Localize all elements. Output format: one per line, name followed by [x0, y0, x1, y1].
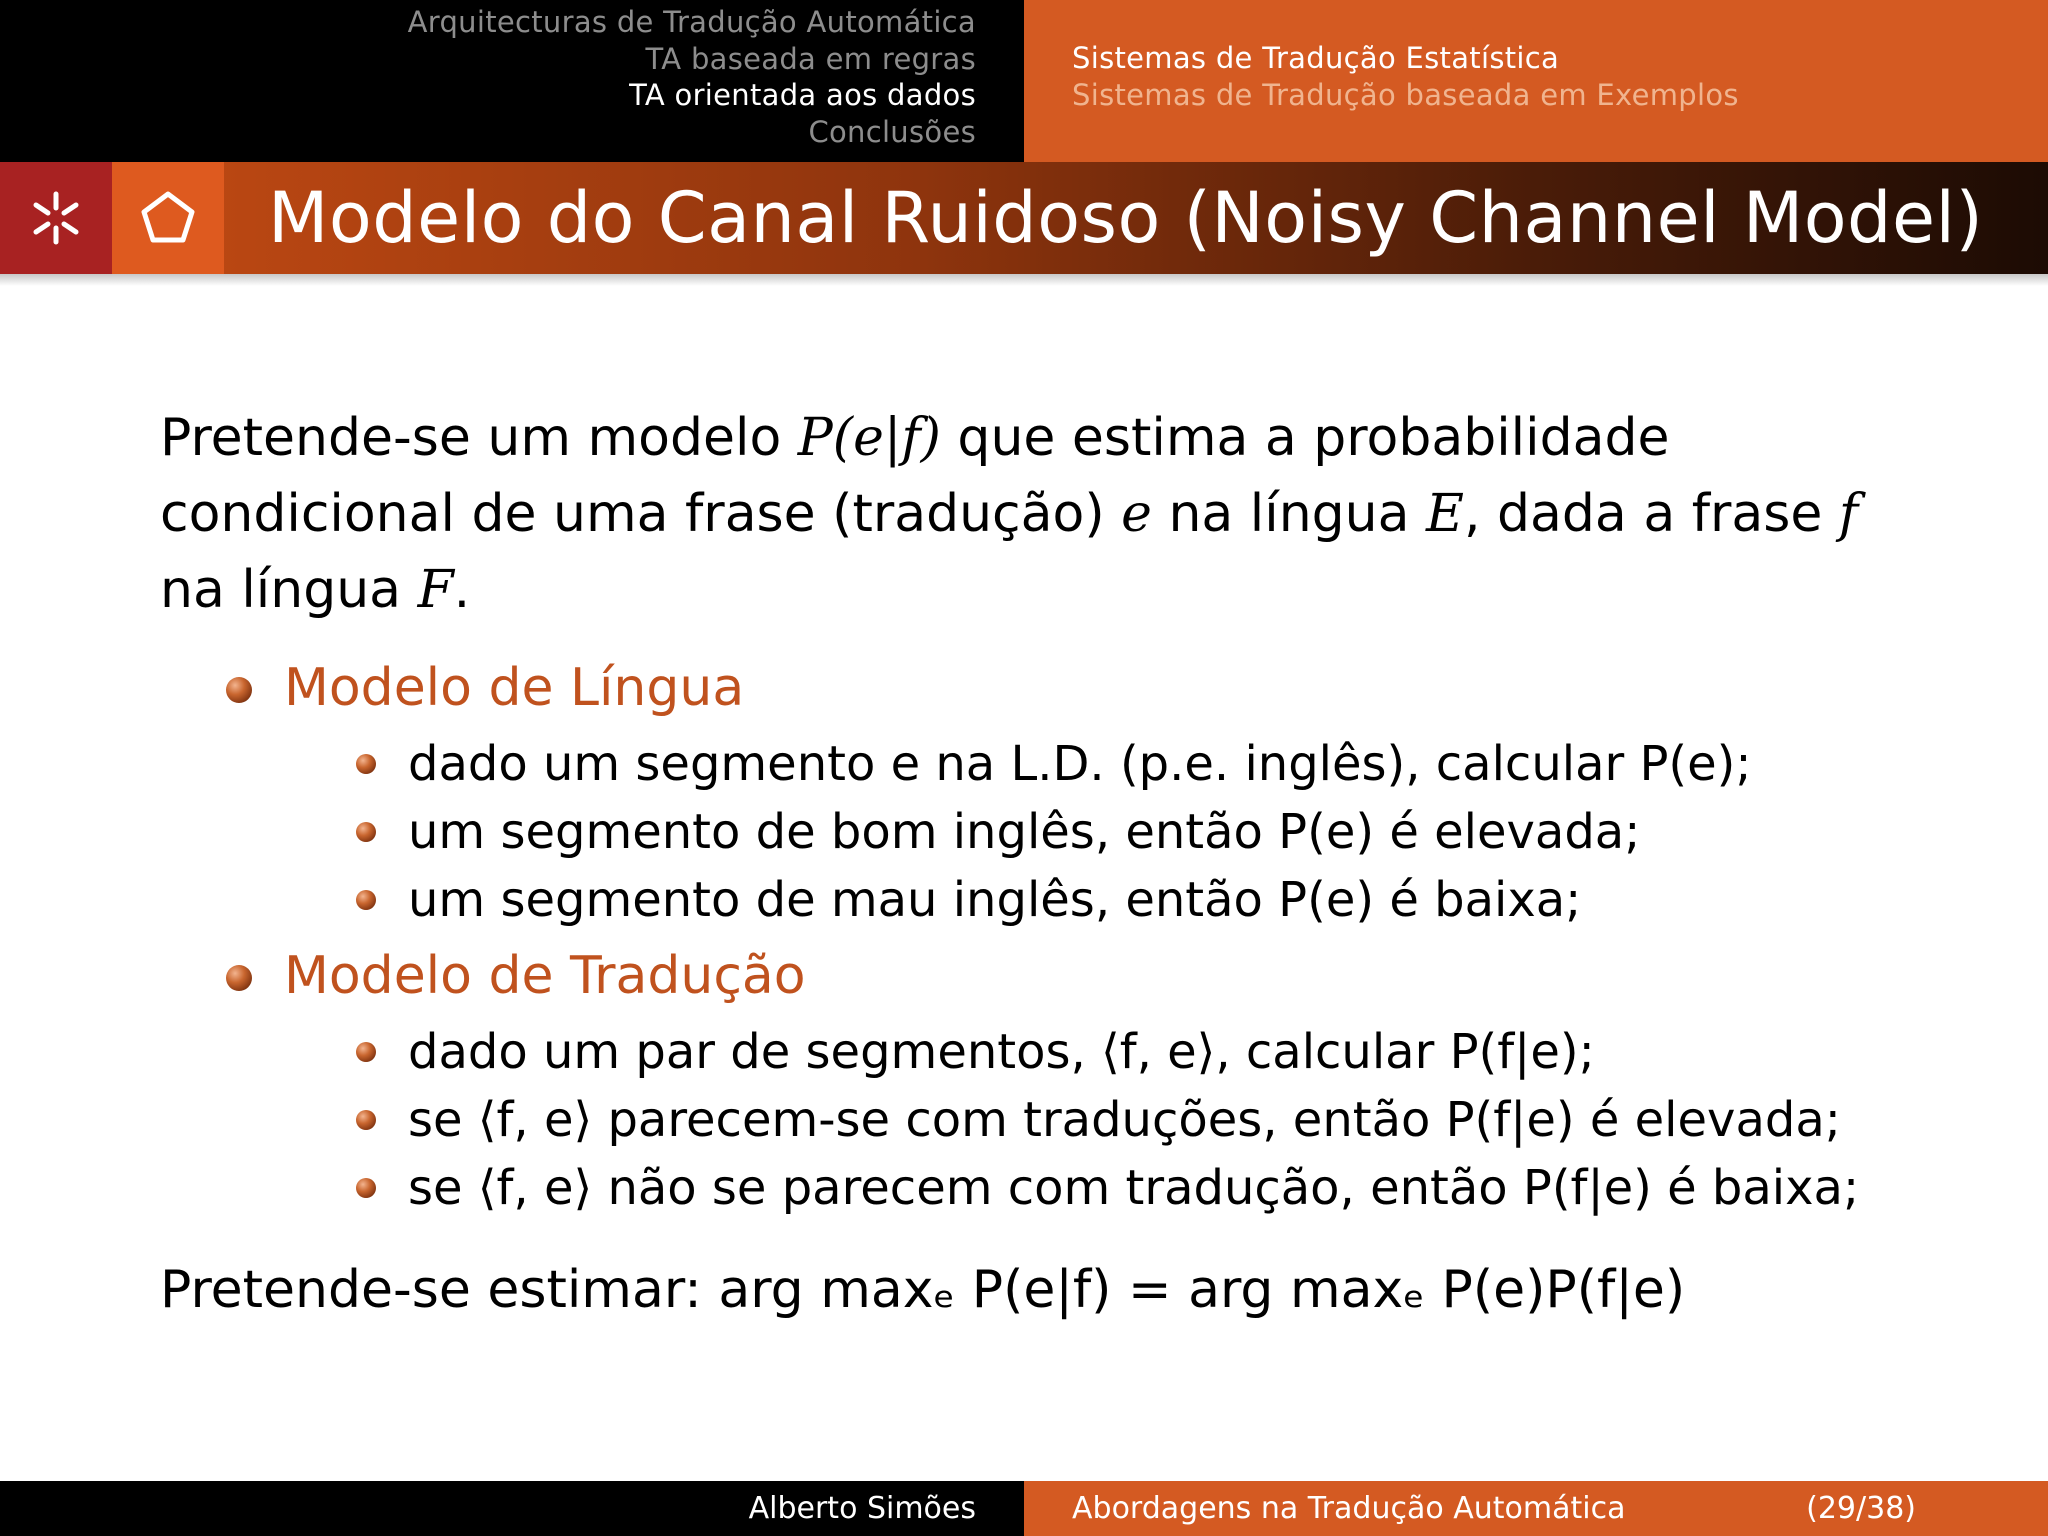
sub-bullet-text: um segmento de mau inglês, então P(e) é baixa;	[408, 872, 1582, 928]
subsection-navigation	[1024, 0, 2048, 162]
sub-bullet-item	[284, 866, 1900, 934]
nav-section-3[interactable]: Conclusões	[808, 114, 976, 149]
sub-bullet-item	[284, 1086, 1900, 1154]
bullet-item	[160, 938, 1900, 1222]
bullet-ball-icon	[226, 965, 252, 991]
sub-bullet-text: se ⟨f, e⟩ parecem-se com traduções, então P(f|e) é elevada;	[408, 1092, 1841, 1148]
sub-bullet-text: dado um par de segmentos, ⟨f, e⟩, calcular P(f|e);	[408, 1024, 1595, 1080]
intro-text: Pretende-se um modelo	[160, 408, 798, 468]
sub-bullet-item	[284, 1018, 1900, 1086]
math-expression: P(e|f)	[797, 408, 941, 468]
school-logo	[112, 162, 224, 274]
math-variable: e	[1121, 484, 1152, 544]
bullet-list	[160, 650, 1900, 1222]
sub-bullet-ball-icon	[356, 1178, 376, 1198]
sub-bullet-ball-icon	[356, 822, 376, 842]
intro-text: , dada a frase	[1463, 484, 1839, 544]
sub-bullet-text: dado um segmento e na L.D. (p.e. inglês), calcular P(e);	[408, 736, 1752, 792]
sub-bullet-item	[284, 798, 1900, 866]
sub-bullet-ball-icon	[356, 754, 376, 774]
sub-bullet-list	[284, 730, 1900, 934]
bullet-heading: Modelo de Língua	[284, 658, 745, 718]
math-variable: F	[417, 560, 454, 620]
title-bar-shadow	[0, 274, 2048, 286]
intro-text: na língua	[1151, 484, 1427, 544]
slide-content	[160, 400, 1900, 1328]
nav-section-1[interactable]: TA baseada em regras	[645, 41, 976, 76]
sub-bullet-item	[284, 1154, 1900, 1222]
sub-bullet-text: um segmento de bom inglês, então P(e) é elevada;	[408, 804, 1641, 860]
sub-bullet-ball-icon	[356, 890, 376, 910]
nav-subsection-0[interactable]: Sistemas de Tradução Estatística	[1072, 41, 1560, 75]
nav-section-2[interactable]: TA orientada aos dados	[629, 78, 976, 112]
conclusion-formula: Pretende-se estimar: arg maxₑ P(e|f) = arg maxₑ P(e)P(f|e)	[160, 1260, 1686, 1320]
sub-bullet-text: se ⟨f, e⟩ não se parecem com tradução, então P(f|e) é baixa;	[408, 1160, 1860, 1216]
nav-section-0[interactable]: Arquitecturas de Tradução Automática	[407, 5, 976, 39]
bullet-heading: Modelo de Tradução	[284, 946, 806, 1006]
sub-bullet-ball-icon	[356, 1110, 376, 1130]
sub-bullet-ball-icon	[356, 1042, 376, 1062]
intro-text: na língua	[160, 560, 418, 620]
university-logo	[0, 162, 112, 274]
math-variable: f	[1838, 484, 1859, 544]
math-variable: E	[1426, 484, 1464, 544]
pentagon-icon	[138, 188, 198, 248]
footer-author: Alberto Simões	[748, 1491, 976, 1526]
section-navigation	[0, 0, 1024, 162]
sub-bullet-list	[284, 1018, 1900, 1222]
intro-text: .	[453, 560, 471, 620]
university-star-icon	[26, 188, 86, 248]
intro-text: que estima a probabilidade condicional de uma frase (tradução)	[160, 408, 1670, 544]
footer-author-bar	[0, 1481, 1024, 1536]
nav-subsection-1[interactable]: Sistemas de Tradução baseada em Exemplos	[1072, 77, 1739, 112]
page-number: (29/38)	[1806, 1491, 1916, 1526]
intro-paragraph	[160, 400, 1900, 628]
sub-bullet-item	[284, 730, 1900, 798]
slide-title: Modelo do Canal Ruidoso (Noisy Channel Model)	[268, 177, 1984, 259]
footer-presentation-title: Abordagens na Tradução Automática	[1072, 1491, 1626, 1526]
bullet-ball-icon	[226, 677, 252, 703]
bullet-item	[160, 650, 1900, 934]
footer-title-bar	[1024, 1481, 2048, 1536]
